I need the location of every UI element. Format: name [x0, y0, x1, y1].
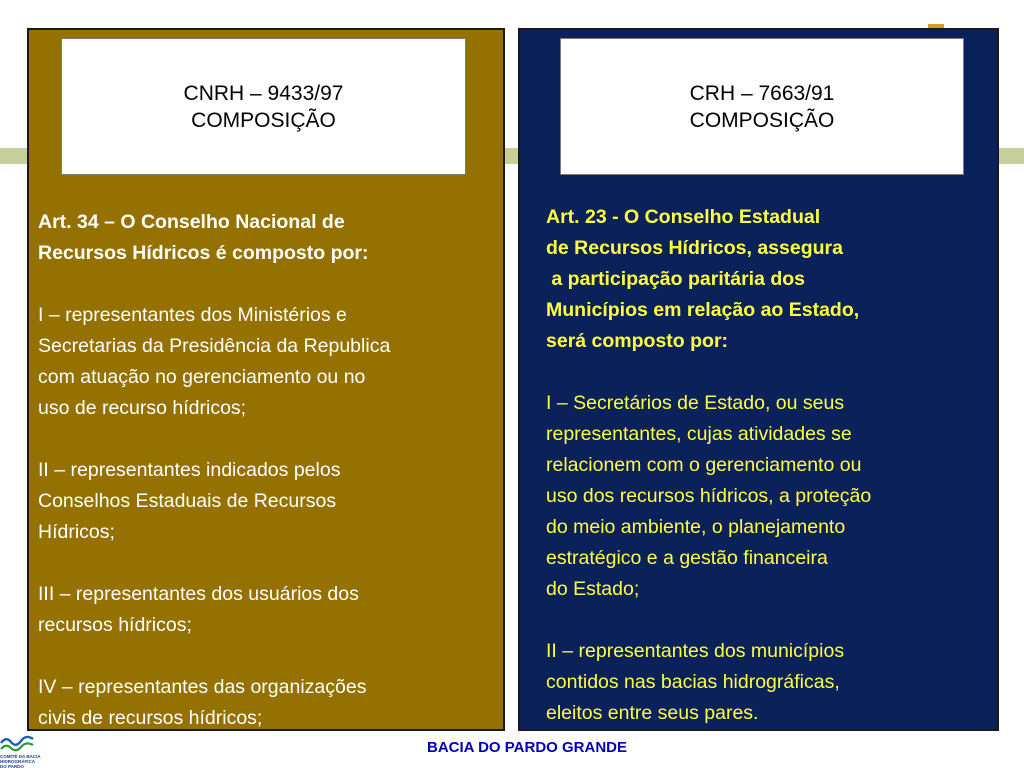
text-line: relacionem com o gerenciamento ou [546, 454, 862, 476]
text-line: uso dos recursos hídricos, a proteção [546, 485, 872, 507]
footer-caption: BACIA DO PARDO GRANDE [426, 739, 627, 756]
cnrh-item-3 [38, 579, 504, 641]
cnrh-article-text [38, 207, 504, 731]
logo-text-line: COMITÊ DA BACIA [0, 754, 41, 759]
crh-item-2 [546, 636, 998, 729]
text-line: IV – representantes das organizações [38, 676, 367, 698]
text-line: I – Secretários de Estado, ou seus [546, 392, 845, 414]
crh-item-1 [546, 388, 998, 605]
crh-article-heading [546, 202, 998, 357]
text-line: Municípios em relação ao Estado, [546, 299, 860, 321]
text-line: estratégico e a gestão financeira [546, 547, 828, 569]
text-line: Hídricos; [38, 521, 115, 543]
text-line: eleitos entre seus pares. [546, 702, 759, 724]
text-line: de Recursos Hídricos, assegura [546, 237, 843, 259]
text-line: II – representantes dos municípios [546, 640, 845, 662]
text-line: do Estado; [546, 578, 640, 600]
cnrh-item-1 [38, 300, 504, 424]
text-line: representantes, cujas atividades se [546, 423, 852, 445]
crh-title-box [560, 38, 964, 175]
cnrh-subtitle: COMPOSIÇÃO [191, 108, 336, 132]
cnrh-title-box [61, 38, 466, 175]
text-line: III – representantes dos usuários dos [38, 583, 359, 605]
text-line: do meio ambiente, o planejamento [546, 516, 846, 538]
text-line: Recursos Hídricos é composto por: [38, 242, 369, 264]
crh-article-text [546, 202, 998, 729]
cnrh-item-2 [38, 455, 504, 548]
logo-caption [0, 754, 41, 768]
text-line: Art. 23 - O Conselho Estadual [546, 206, 821, 228]
cnrh-item-4 [38, 672, 504, 731]
text-line: uso de recurso hídricos; [38, 397, 247, 419]
text-line: contidos nas bacias hidrográficas, [546, 671, 840, 693]
text-line: I – representantes dos Ministérios e [38, 304, 347, 326]
text-line: Conselhos Estaduais de Recursos [38, 490, 337, 512]
cnrh-article-heading [38, 207, 504, 269]
text-line: será composto por: [546, 330, 729, 352]
crh-title: CRH – 7663/91 [689, 81, 835, 105]
text-line: II – representantes indicados pelos [38, 459, 341, 481]
text-line: Art. 34 – O Conselho Nacional de [38, 211, 345, 233]
crh-subtitle: COMPOSIÇÃO [689, 108, 835, 132]
text-line: com atuação no gerenciamento ou no [38, 366, 366, 388]
logo-text-line: HIDROGRÁFICA [0, 759, 35, 764]
text-line: civis de recursos hídricos; [38, 707, 263, 729]
cnrh-panel [27, 28, 505, 731]
text-line: Secretarias da Presidência da Republica [38, 335, 391, 357]
cnrh-title: CNRH – 9433/97 [183, 81, 344, 105]
text-line: a participação paritária dos [546, 268, 806, 290]
crh-panel [518, 28, 999, 731]
text-line: recursos hídricos; [38, 614, 192, 636]
logo-text-line: DO PARDO [0, 764, 24, 768]
